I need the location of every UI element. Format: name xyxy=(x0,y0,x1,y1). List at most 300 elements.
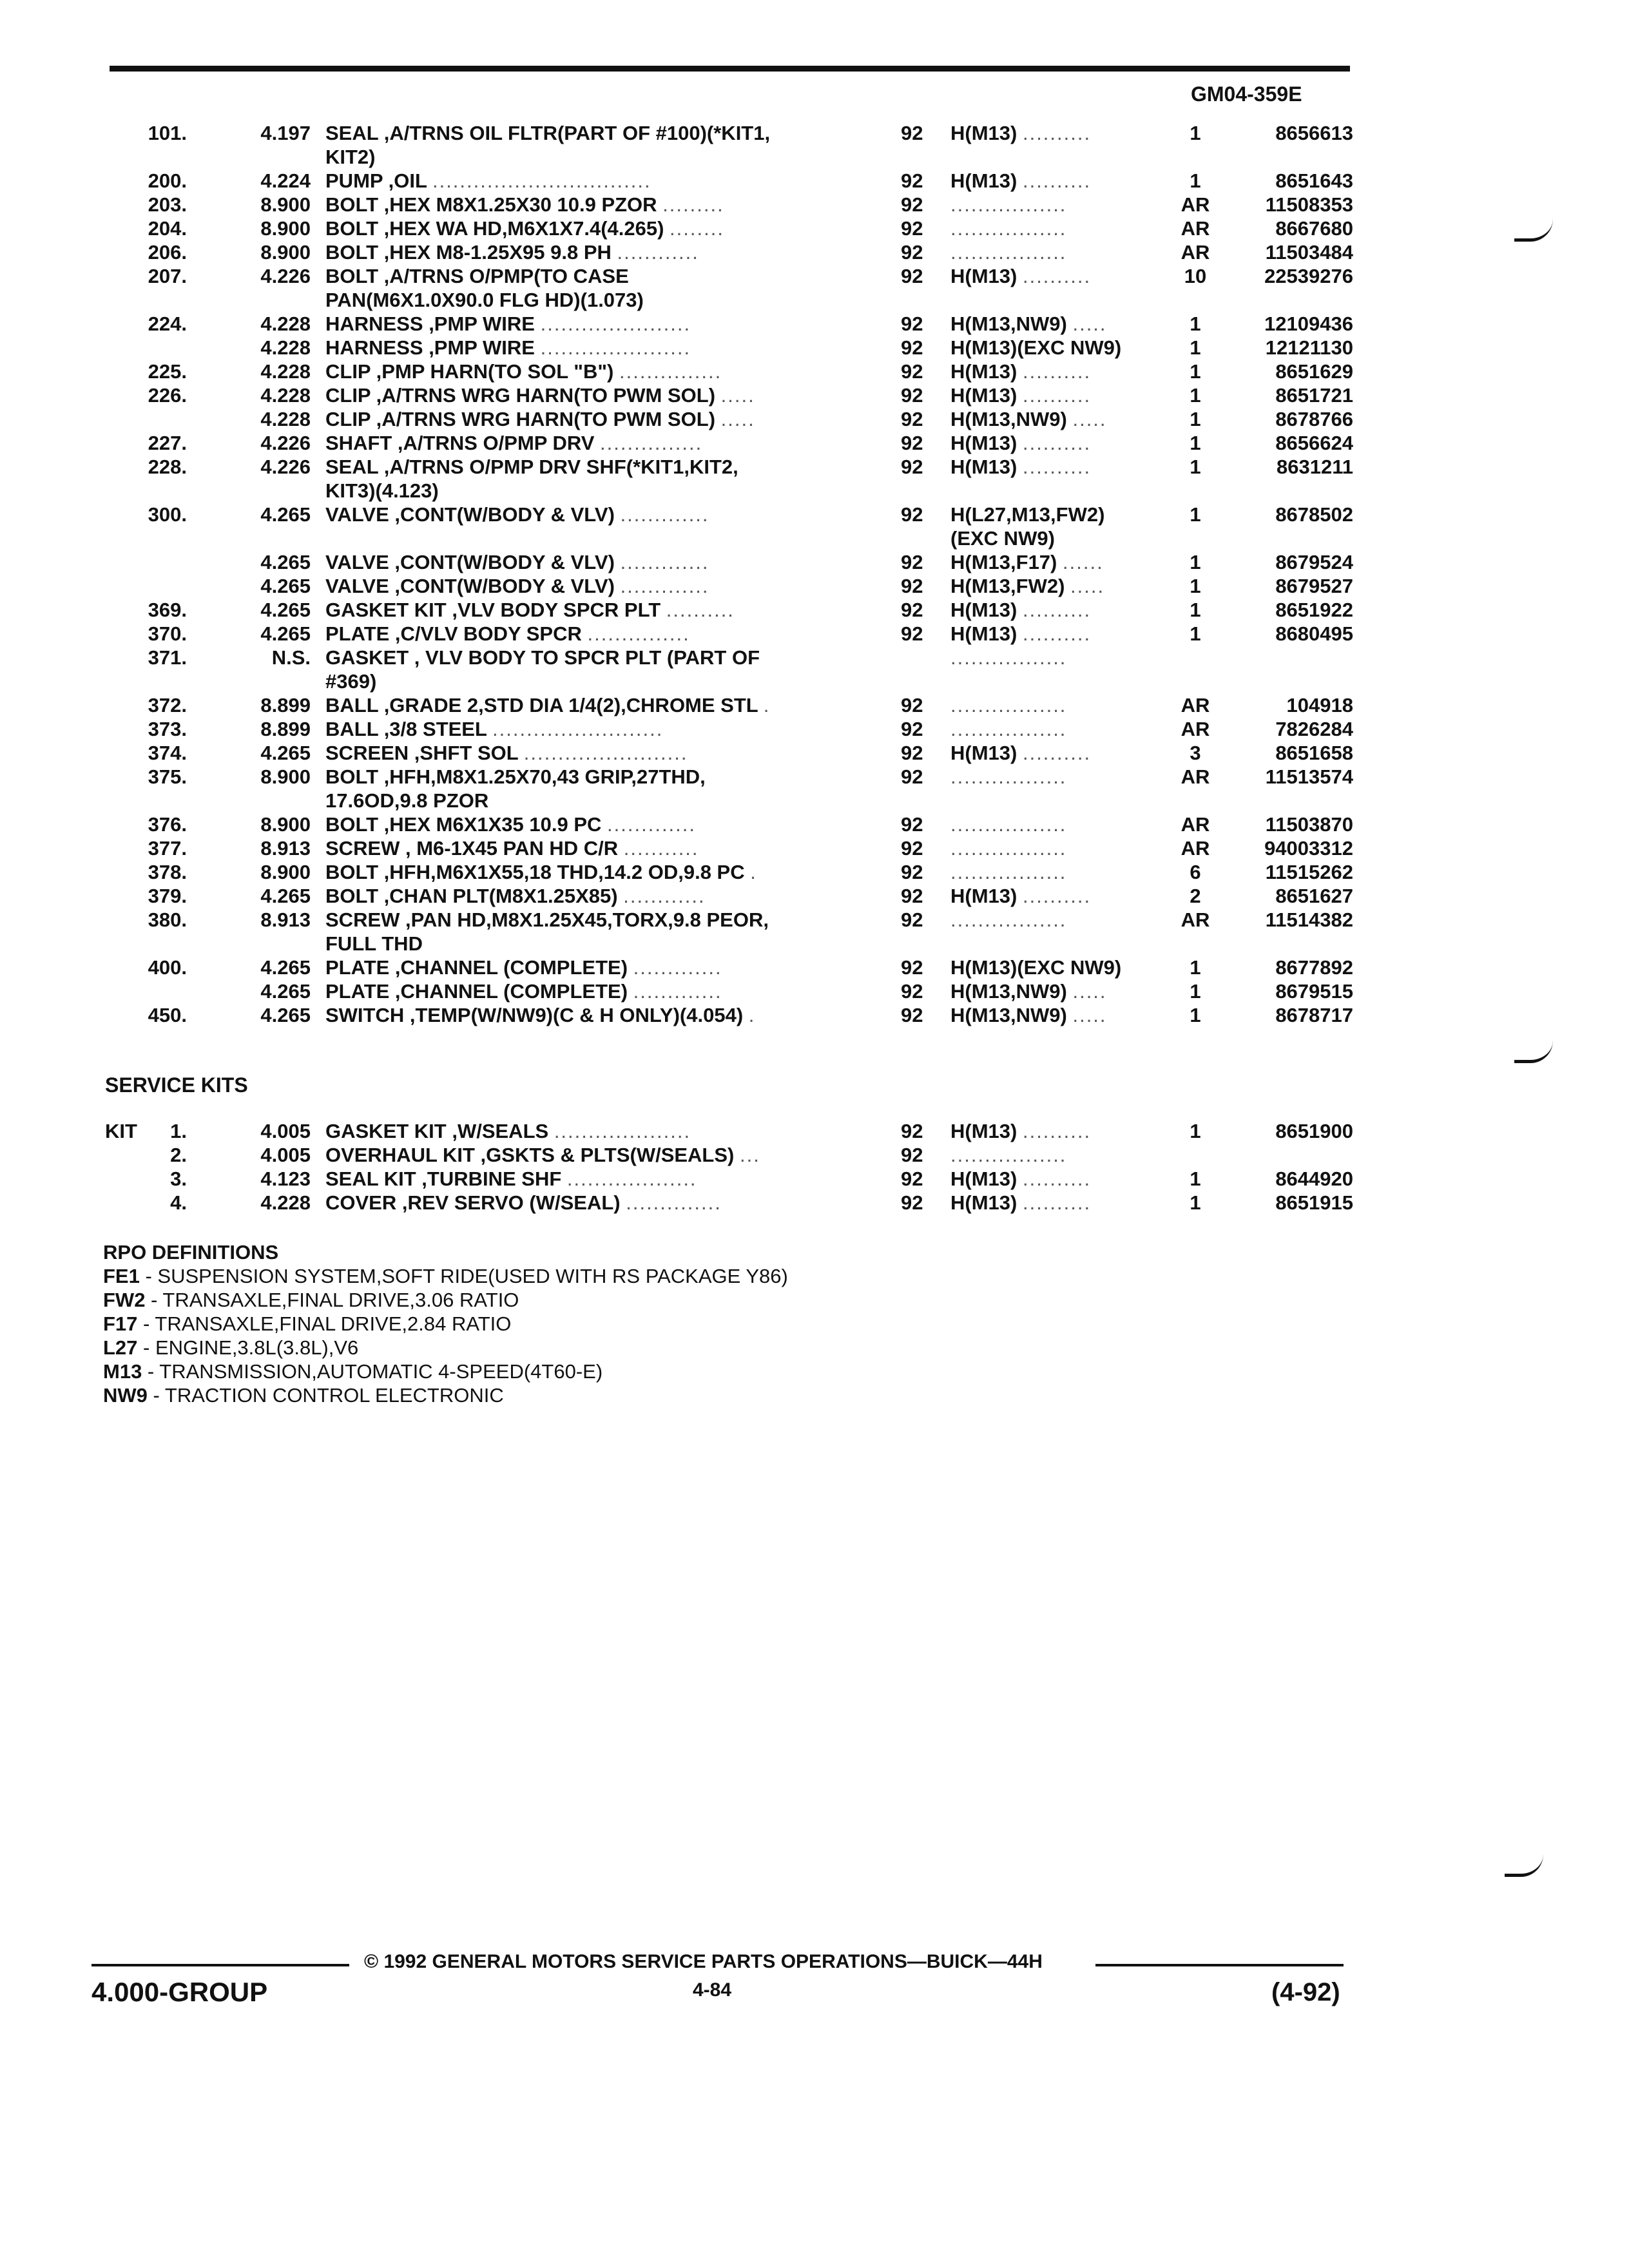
group-number: 8.899 xyxy=(260,694,311,716)
dot-leader: ..... xyxy=(1072,980,1107,1003)
ref-number: 300. xyxy=(148,503,187,526)
quantity: AR xyxy=(1181,908,1210,931)
part-row xyxy=(0,741,1629,765)
description-line-2: KIT3)(4.123) xyxy=(325,479,439,502)
ref-number: 206. xyxy=(148,241,187,264)
ref-number: 380. xyxy=(148,908,187,931)
footer-rule-right xyxy=(1095,1964,1344,1966)
ref-number: 379. xyxy=(148,885,187,907)
model-year: 92 xyxy=(901,837,923,860)
dot-leader: .......... xyxy=(1022,742,1092,764)
part-number: 8644920 xyxy=(1275,1168,1353,1190)
usage-code xyxy=(950,550,1182,574)
description-line-1: PLATE ,CHANNEL (COMPLETE) xyxy=(325,956,628,979)
group-number: 4.265 xyxy=(260,980,311,1003)
quantity: 1 xyxy=(1190,551,1201,573)
group-number: 4.228 xyxy=(260,312,311,335)
part-description xyxy=(325,264,860,312)
usage-code xyxy=(950,216,1182,240)
part-row xyxy=(0,240,1629,264)
dot-leader: ................. xyxy=(950,646,1067,669)
part-number: 8651915 xyxy=(1275,1191,1353,1214)
rpo-text: - ENGINE,3.8L(3.8L),V6 xyxy=(137,1336,359,1359)
group-number: 8.900 xyxy=(260,813,311,836)
dot-leader: ............ xyxy=(617,241,699,264)
dot-leader: .......... xyxy=(1022,622,1092,645)
part-row xyxy=(0,860,1629,884)
dot-leader: ..... xyxy=(720,384,755,407)
dot-leader: ............. xyxy=(620,503,709,526)
usage-code xyxy=(950,336,1182,360)
quantity: 6 xyxy=(1190,861,1201,883)
dot-leader: ................. xyxy=(950,241,1067,264)
part-description xyxy=(325,1119,860,1143)
rpo-code: FE1 xyxy=(103,1265,140,1287)
part-row xyxy=(0,717,1629,741)
part-row xyxy=(0,383,1629,407)
service-kits-table xyxy=(0,1119,1629,1215)
dot-leader: ................................ xyxy=(432,169,651,192)
description-line-2: 17.6OD,9.8 PZOR xyxy=(325,789,489,812)
usage-code xyxy=(950,884,1182,908)
dot-leader: ...................... xyxy=(540,336,691,359)
usage-text: H(M13) xyxy=(950,1120,1017,1142)
part-row xyxy=(0,646,1629,693)
ref-number: 372. xyxy=(148,694,187,716)
model-year: 92 xyxy=(901,1191,923,1214)
dot-leader: ..... xyxy=(1072,1004,1107,1026)
usage-text: H(M13) xyxy=(950,432,1017,454)
group-number: 4.228 xyxy=(260,360,311,383)
part-description xyxy=(325,741,860,765)
dot-leader: ................... xyxy=(566,1168,697,1190)
rpo-text: - TRACTION CONTROL ELECTRONIC xyxy=(147,1384,504,1407)
description-line-1: VALVE ,CONT(W/BODY & VLV) xyxy=(325,503,615,526)
ref-number: 450. xyxy=(148,1004,187,1026)
usage-line-2: (EXC NW9) xyxy=(950,527,1055,550)
model-year: 92 xyxy=(901,551,923,573)
part-number: 8667680 xyxy=(1275,217,1353,240)
usage-text: H(M13)(EXC NW9) xyxy=(950,956,1122,979)
part-number: 8678766 xyxy=(1275,408,1353,430)
part-number: 8656613 xyxy=(1275,122,1353,144)
usage-code xyxy=(950,956,1182,979)
quantity: 1 xyxy=(1190,1004,1201,1026)
quantity: AR xyxy=(1181,694,1210,716)
description-line-1: BOLT ,HFH,M8X1.25X70,43 GRIP,27THD, xyxy=(325,765,706,788)
group-number: 8.899 xyxy=(260,718,311,740)
part-row xyxy=(0,1003,1629,1027)
group-number: 4.228 xyxy=(260,336,311,359)
ref-number: 101. xyxy=(148,122,187,144)
quantity: 1 xyxy=(1190,503,1201,526)
description-line-1: VALVE ,CONT(W/BODY & VLV) xyxy=(325,551,615,573)
usage-text: H(M13) xyxy=(950,885,1017,907)
quantity: AR xyxy=(1181,241,1210,264)
description-line-1: BOLT ,A/TRNS O/PMP(TO CASE xyxy=(325,265,629,287)
quantity: 3 xyxy=(1190,742,1201,764)
rpo-text: - TRANSAXLE,FINAL DRIVE,2.84 RATIO xyxy=(137,1312,512,1335)
part-number: 8651721 xyxy=(1275,384,1353,407)
dot-leader: .......... xyxy=(1022,169,1092,192)
model-year: 92 xyxy=(901,432,923,454)
group-number: 8.900 xyxy=(260,241,311,264)
usage-text: H(M13) xyxy=(950,1168,1017,1190)
part-description xyxy=(325,1003,860,1027)
usage-text: H(M13,NW9) xyxy=(950,312,1067,335)
rpo-code: NW9 xyxy=(103,1384,148,1407)
part-number: 11515262 xyxy=(1265,861,1353,883)
dot-leader: ..... xyxy=(1070,575,1105,597)
rpo-title: RPO DEFINITIONS xyxy=(103,1241,279,1264)
group-number: 4.265 xyxy=(260,742,311,764)
usage-code xyxy=(950,193,1182,216)
quantity: 1 xyxy=(1190,336,1201,359)
usage-text: H(M13) xyxy=(950,599,1017,621)
model-year: 92 xyxy=(901,408,923,430)
part-number: 12109436 xyxy=(1264,312,1353,335)
description-line-2: PAN(M6X1.0X90.0 FLG HD)(1.073) xyxy=(325,289,644,311)
model-year: 92 xyxy=(901,503,923,526)
part-row xyxy=(0,336,1629,360)
part-row xyxy=(0,550,1629,574)
ref-number: 369. xyxy=(148,599,187,621)
part-description xyxy=(325,550,860,574)
description-line-1: BALL ,3/8 STEEL xyxy=(325,718,487,740)
model-year: 92 xyxy=(901,122,923,144)
description-line-1: PUMP ,OIL xyxy=(325,169,427,192)
description-line-1: SHAFT ,A/TRNS O/PMP DRV xyxy=(325,432,595,454)
part-description xyxy=(325,383,860,407)
usage-code xyxy=(950,455,1182,479)
quantity: 1 xyxy=(1190,122,1201,144)
dot-leader: .......... xyxy=(1022,432,1092,454)
model-year: 92 xyxy=(901,861,923,883)
dot-leader: . xyxy=(763,694,771,716)
quantity: 1 xyxy=(1190,312,1201,335)
dot-leader: . xyxy=(748,1004,756,1026)
part-number: 11503484 xyxy=(1265,241,1353,264)
part-row xyxy=(0,360,1629,383)
usage-code xyxy=(950,503,1182,550)
part-description xyxy=(325,646,860,693)
usage-text: H(M13) xyxy=(950,622,1017,645)
model-year: 92 xyxy=(901,360,923,383)
model-year: 92 xyxy=(901,217,923,240)
part-description xyxy=(325,503,860,526)
rpo-definition xyxy=(103,1360,788,1383)
part-description xyxy=(325,1191,860,1215)
part-number: 8651900 xyxy=(1275,1120,1353,1142)
part-description xyxy=(325,121,860,169)
quantity: AR xyxy=(1181,718,1210,740)
usage-text: H(M13,NW9) xyxy=(950,408,1067,430)
part-row xyxy=(0,264,1629,312)
model-year: 92 xyxy=(901,312,923,335)
group-number: 4.265 xyxy=(260,551,311,573)
part-number: 8679515 xyxy=(1275,980,1353,1003)
description-line-1: SWITCH ,TEMP(W/NW9)(C & H ONLY)(4.054) xyxy=(325,1004,744,1026)
quantity: 1 xyxy=(1190,956,1201,979)
usage-text: H(M13) xyxy=(950,122,1017,144)
model-year: 92 xyxy=(901,1120,923,1142)
description-line-1: BOLT ,CHAN PLT(M8X1.25X85) xyxy=(325,885,618,907)
description-line-1: SCREW , M6-1X45 PAN HD C/R xyxy=(325,837,619,860)
usage-code xyxy=(950,1143,1182,1167)
page-number: 4-84 xyxy=(693,1979,732,2001)
dot-leader: .......... xyxy=(1022,122,1092,144)
usage-code xyxy=(950,693,1182,717)
ref-number: 376. xyxy=(148,813,187,836)
description-line-1: CLIP ,PMP HARN(TO SOL "B") xyxy=(325,360,614,383)
dot-leader: .......... xyxy=(1022,360,1092,383)
group-number: 8.900 xyxy=(260,861,311,883)
model-year: 92 xyxy=(901,694,923,716)
description-line-1: VALVE ,CONT(W/BODY & VLV) xyxy=(325,575,615,597)
usage-code xyxy=(950,1167,1182,1191)
part-row xyxy=(0,216,1629,240)
usage-code xyxy=(950,383,1182,407)
description-line-1: GASKET , VLV BODY TO SPCR PLT (PART OF xyxy=(325,646,760,669)
part-row xyxy=(0,979,1629,1003)
dot-leader: ........... xyxy=(623,837,699,860)
usage-code xyxy=(950,741,1182,765)
group-number: 4.226 xyxy=(260,265,311,287)
group-number: 4.228 xyxy=(260,1191,311,1214)
model-year: 92 xyxy=(901,575,923,597)
usage-text: H(M13) xyxy=(950,384,1017,407)
model-year: 92 xyxy=(901,265,923,287)
rpo-definition xyxy=(103,1288,788,1312)
rpo-definition xyxy=(103,1264,788,1288)
dot-leader: .......... xyxy=(1022,1120,1092,1142)
part-row xyxy=(0,908,1629,956)
quantity: 1 xyxy=(1190,1168,1201,1190)
usage-code xyxy=(950,717,1182,741)
group-number: 4.197 xyxy=(260,122,311,144)
description-line-1: OVERHAUL KIT ,GSKTS & PLTS(W/SEALS) xyxy=(325,1144,735,1166)
part-description xyxy=(325,884,860,908)
kit-row xyxy=(0,1191,1629,1215)
dot-leader: ................. xyxy=(950,694,1067,716)
usage-code xyxy=(950,622,1182,646)
part-description xyxy=(325,431,860,455)
ref-number: 200. xyxy=(148,169,187,192)
group-number: 4.005 xyxy=(260,1144,311,1166)
description-line-1: GASKET KIT ,VLV BODY SPCR PLT xyxy=(325,599,661,621)
part-description xyxy=(325,860,860,884)
description-line-2: KIT2) xyxy=(325,146,376,168)
margin-mark xyxy=(1514,1041,1553,1063)
part-description xyxy=(325,979,860,1003)
rpo-code: F17 xyxy=(103,1312,138,1335)
usage-code xyxy=(950,646,1182,669)
dot-leader: ................. xyxy=(950,837,1067,860)
parts-table xyxy=(0,121,1629,1027)
model-year: 92 xyxy=(901,1004,923,1026)
part-row xyxy=(0,455,1629,503)
part-number: 8651922 xyxy=(1275,599,1353,621)
part-row xyxy=(0,836,1629,860)
quantity: 1 xyxy=(1190,622,1201,645)
quantity: AR xyxy=(1181,217,1210,240)
group-number: 4.265 xyxy=(260,599,311,621)
dot-leader: ............. xyxy=(633,980,722,1003)
description-line-1: PLATE ,C/VLV BODY SPCR xyxy=(325,622,582,645)
rpo-code: FW2 xyxy=(103,1289,146,1311)
description-line-1: SCREW ,PAN HD,M8X1.25X45,TORX,9.8 PEOR, xyxy=(325,908,769,931)
quantity: AR xyxy=(1181,193,1210,216)
group-number: 4.265 xyxy=(260,622,311,645)
quantity: 1 xyxy=(1190,575,1201,597)
usage-text: H(M13) xyxy=(950,360,1017,383)
usage-code xyxy=(950,264,1182,288)
usage-code xyxy=(950,908,1182,932)
model-year: 92 xyxy=(901,1168,923,1190)
usage-text: H(M13)(EXC NW9) xyxy=(950,336,1122,359)
ref-number: 225. xyxy=(148,360,187,383)
quantity: 1 xyxy=(1190,432,1201,454)
ref-number: 204. xyxy=(148,217,187,240)
part-description xyxy=(325,574,860,598)
dot-leader: .......... xyxy=(666,599,735,621)
model-year: 92 xyxy=(901,765,923,788)
part-row xyxy=(0,193,1629,216)
dot-leader: .......... xyxy=(1022,384,1092,407)
part-number: 8679527 xyxy=(1275,575,1353,597)
dot-leader: ......................... xyxy=(492,718,664,740)
ref-number: 224. xyxy=(148,312,187,335)
dot-leader: ................. xyxy=(950,193,1067,216)
part-description xyxy=(325,336,860,360)
part-number: 8678502 xyxy=(1275,503,1353,526)
part-row xyxy=(0,598,1629,622)
model-year: 92 xyxy=(901,599,923,621)
quantity: AR xyxy=(1181,765,1210,788)
group-number: 4.224 xyxy=(260,169,311,192)
description-line-1: SCREEN ,SHFT SOL xyxy=(325,742,519,764)
dot-leader: ............. xyxy=(620,575,709,597)
dot-leader: .............. xyxy=(626,1191,722,1214)
part-number: 12121130 xyxy=(1265,336,1353,359)
part-description xyxy=(325,598,860,622)
group-number: 4.226 xyxy=(260,456,311,478)
dot-leader: ...... xyxy=(1063,551,1104,573)
usage-text: H(L27,M13,FW2) xyxy=(950,503,1105,526)
dot-leader: .................... xyxy=(554,1120,691,1142)
usage-code xyxy=(950,312,1182,336)
dot-leader: ................. xyxy=(950,217,1067,240)
ref-number: 371. xyxy=(148,646,187,669)
usage-code xyxy=(950,598,1182,622)
usage-code xyxy=(950,240,1182,264)
model-year: 92 xyxy=(901,169,923,192)
rpo-text: - TRANSAXLE,FINAL DRIVE,3.06 RATIO xyxy=(145,1289,519,1311)
rpo-definition xyxy=(103,1336,788,1360)
ref-number: 374. xyxy=(148,742,187,764)
usage-code xyxy=(950,812,1182,836)
service-kits-title: SERVICE KITS xyxy=(105,1073,248,1097)
part-description xyxy=(325,765,860,812)
dot-leader: ...................... xyxy=(540,312,691,335)
dot-leader: .......... xyxy=(1022,885,1092,907)
description-line-1: CLIP ,A/TRNS WRG HARN(TO PWM SOL) xyxy=(325,384,716,407)
part-description xyxy=(325,455,860,503)
dot-leader: .......... xyxy=(1022,1191,1092,1214)
part-number: 8677892 xyxy=(1275,956,1353,979)
part-number: 11514382 xyxy=(1265,908,1353,931)
usage-code xyxy=(950,836,1182,860)
usage-text: H(M13,FW2) xyxy=(950,575,1065,597)
dot-leader: ................. xyxy=(950,1144,1067,1166)
quantity: 1 xyxy=(1190,408,1201,430)
usage-text: H(M13,NW9) xyxy=(950,1004,1067,1026)
dot-leader: ................. xyxy=(950,765,1067,788)
part-description xyxy=(325,956,860,979)
dot-leader: ......... xyxy=(662,193,724,216)
part-row xyxy=(0,121,1629,169)
ref-number: 207. xyxy=(148,265,187,287)
part-number: 104918 xyxy=(1286,694,1353,716)
part-description xyxy=(325,717,860,741)
description-line-1: BOLT ,HEX M8X1.25X30 10.9 PZOR xyxy=(325,193,657,216)
quantity: AR xyxy=(1181,837,1210,860)
group-number: 8.913 xyxy=(260,837,311,860)
model-year: 92 xyxy=(901,980,923,1003)
group-label: 4.000-GROUP xyxy=(92,1977,268,2007)
part-row xyxy=(0,622,1629,646)
quantity: 1 xyxy=(1190,360,1201,383)
usage-code xyxy=(950,979,1182,1003)
usage-code xyxy=(950,407,1182,431)
part-description xyxy=(325,622,860,646)
model-year: 92 xyxy=(901,622,923,645)
model-year: 92 xyxy=(901,1144,923,1166)
part-row xyxy=(0,574,1629,598)
part-number: 8656624 xyxy=(1275,432,1353,454)
group-number: 8.900 xyxy=(260,193,311,216)
rpo-definition xyxy=(103,1383,788,1407)
description-line-1: BOLT ,HEX WA HD,M6X1X7.4(4.265) xyxy=(325,217,664,240)
part-description xyxy=(325,169,860,193)
usage-text: H(M13) xyxy=(950,265,1017,287)
group-number: 4.265 xyxy=(260,885,311,907)
quantity: AR xyxy=(1181,813,1210,836)
rpo-code: M13 xyxy=(103,1360,142,1383)
model-year: 92 xyxy=(901,384,923,407)
ref-number: 228. xyxy=(148,456,187,478)
usage-code xyxy=(950,1003,1182,1027)
quantity: 1 xyxy=(1190,980,1201,1003)
usage-text: H(M13,F17) xyxy=(950,551,1057,573)
ref-number: 4. xyxy=(170,1191,187,1214)
part-row xyxy=(0,312,1629,336)
quantity: 10 xyxy=(1184,265,1207,287)
group-number: 4.005 xyxy=(260,1120,311,1142)
group-number: 4.265 xyxy=(260,503,311,526)
dot-leader: .......... xyxy=(1022,1168,1092,1190)
dot-leader: .......... xyxy=(1022,599,1092,621)
dot-leader: ..... xyxy=(1072,408,1107,430)
kit-row xyxy=(0,1167,1629,1191)
ref-number: 3. xyxy=(170,1168,187,1190)
dot-leader: .......... xyxy=(1022,265,1092,287)
part-number: 94003312 xyxy=(1264,837,1353,860)
quantity: 1 xyxy=(1190,384,1201,407)
usage-code xyxy=(950,574,1182,598)
ref-number: 373. xyxy=(148,718,187,740)
description-line-2: #369) xyxy=(325,670,377,693)
